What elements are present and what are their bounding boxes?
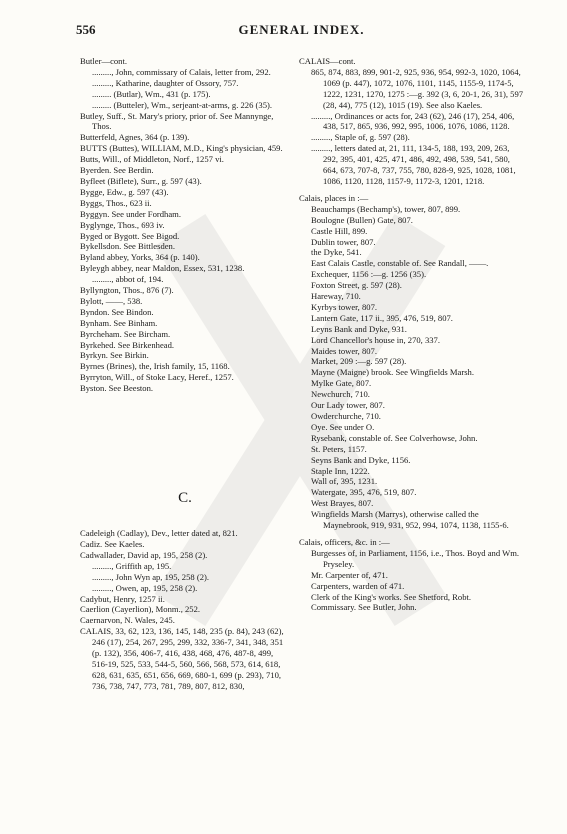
index-entry: Cadeleigh (Cadlay), Dev., letter dated at, 821.: [80, 528, 238, 539]
entries-c: [80, 528, 290, 692]
index-entry: 865, 874, 883, 899, 901-2, 925, 936, 954, 992-3, 1020, 1064, 1069 (p. 447), 1072, 1076, 1101, 1145, 1155-9, 1174-5, 1222, 1231, 1270, 1275 :—g. 392 (3, 6, 20-1, 26, 31), 597 (28, 44), 775 (12), 1015 (19). See also Kaeles.: [311, 66, 524, 110]
index-entry: Mylke Gate, 807.: [311, 378, 372, 389]
right-column: [299, 56, 525, 613]
index-entry: Beauchamps (Bechamp's), tower, 807, 899.: [311, 203, 461, 214]
index-entry: Wall of, 395, 1231.: [311, 476, 378, 487]
index-entry: Kyrbys tower, 807.: [311, 301, 378, 312]
index-entry: East Calais Castle, constable of. See Randall, ——.: [311, 258, 489, 269]
running-title: GENERAL INDEX.: [238, 22, 365, 37]
index-entry: ........., Staple of, g. 597 (28).: [311, 132, 410, 143]
page-header: [76, 22, 527, 40]
index-entry: ........., Griffith ap, 195.: [92, 560, 172, 571]
index-entry: Byrcheham. See Bircham.: [80, 328, 171, 339]
index-entry: CALAIS—cont.: [299, 56, 356, 66]
entries-b: [80, 56, 290, 394]
index-entry: Exchequer, 1156 :—g. 1256 (35).: [311, 269, 427, 280]
index-entry: Byrnes (Brines), the, Irish family, 15, 1168.: [80, 361, 230, 372]
index-entry: Byfleet (Biflete), Surr., g. 597 (43).: [80, 175, 202, 186]
index-entry: the Dyke, 541.: [311, 247, 362, 258]
index-entry: Seyns Bank and Dyke, 1156.: [311, 454, 411, 465]
index-entry: Clerk of the King's works. See Shetford, Robt.: [311, 591, 472, 602]
index-entry: Boulogne (Bullen) Gate, 807.: [311, 214, 413, 225]
index-entry: ........., John Wyn ap, 195, 258 (2).: [92, 571, 210, 582]
index-entry: West Brayes, 807.: [311, 498, 374, 509]
index-entry: CALAIS, 33, 62, 123, 136, 145, 148, 235 (p. 84), 243 (62), 246 (17), 254, 267, 295, 299, 332, 336-7, 341, 348, 351 (p. 132), 356, 406-7, 416, 438, 468, 476, 487-8, 499, 516-19, 525, 533, 544-5, 560, 566, 568, 573, 614, 618, 628, 631, 635, 651, 656, 669, 680-1, 699 (p. 293), 710, 736, 738, 747, 773, 781, 789, 807, 812, 830,: [80, 626, 284, 691]
index-entry: Butler—cont.: [80, 56, 128, 66]
index-entry: Byged or Bygott. See Bigod.: [80, 230, 180, 241]
index-entry: Butley, Suff., St. Mary's priory, prior of. See Mannynge, Thos.: [80, 110, 274, 132]
index-entry: Byston. See Beeston.: [80, 383, 154, 394]
index-entry: ........., abbot of, 194.: [92, 274, 164, 285]
left-column: [80, 56, 290, 692]
index-entry: Foxton Street, g. 597 (28).: [311, 280, 402, 291]
index-entry: Byland abbey, Yorks, 364 (p. 140).: [80, 252, 200, 263]
index-entry: Byglynge, Thos., 693 iv.: [80, 219, 165, 230]
index-entry: Lantern Gate, 117 ii., 395, 476, 519, 807.: [311, 312, 453, 323]
index-entry: Market, 209 :—g. 597 (28).: [311, 356, 407, 367]
index-entry: BUTTS (Buttes), WILLIAM, M.D., King's physician, 459.: [80, 143, 283, 154]
index-entry: Dublin tower, 807.: [311, 236, 376, 247]
index-entry: Bykellsdon. See Bittlesden.: [80, 241, 176, 252]
entries-calais: [299, 56, 525, 187]
index-entry: Caernarvon, N. Wales, 245.: [80, 615, 175, 626]
index-entry: ........., Owen, ap, 195, 258 (2).: [92, 582, 198, 593]
index-entry: Staple Inn, 1222.: [311, 465, 370, 476]
index-entry: Mayne (Maigne) brook. See Wingfields Marsh.: [311, 367, 474, 378]
index-entry: Rysebank, constable of. See Colverhowse, John.: [311, 432, 478, 443]
index-entry: Leyns Bank and Dyke, 931.: [311, 323, 407, 334]
index-entry: Caerlion (Cayerlion), Monm., 252.: [80, 604, 201, 615]
index-entry: Cadybut, Henry, 1257 ii.: [80, 593, 165, 604]
index-entry: Oye. See under O.: [311, 421, 375, 432]
index-entry: Bygge, Edw., g. 597 (43).: [80, 186, 169, 197]
index-entry: Bynham. See Binham.: [80, 317, 158, 328]
index-entry: Owderchurche, 710.: [311, 411, 381, 421]
section-letter: C.: [178, 490, 192, 507]
index-entry: Cadiz. See Kaeles.: [80, 539, 145, 549]
entries-calais-places: [299, 193, 525, 531]
index-entry: ........., letters dated at, 21, 111, 134-5, 188, 193, 209, 263, 292, 395, 401, 425, 471, 486, 492, 498, 539, 541, 580, 664, 673, 707-8, 737, 755, 780, 828-9, 925, 1028, 1081, 1086, 1120, 1128, 1157-9, 1172-3, 1201, 1218.: [311, 143, 516, 186]
index-entry: Mr. Carpenter of, 471.: [311, 569, 388, 580]
index-entry: St. Peters, 1157.: [311, 443, 367, 454]
index-entry: ........., Ordinances or acts for, 243 (62), 246 (17), 254, 406, 438, 517, 865, 936, 992, 995, 1006, 1076, 1086, 1128.: [311, 110, 515, 132]
index-entry: ........., Katharine, daughter of Ossory, 757.: [92, 77, 239, 88]
index-entry: Byleygh abbey, near Maldon, Essex, 531, 1238.: [80, 263, 245, 274]
index-entry: Our Lady tower, 807.: [311, 400, 385, 411]
index-entry: Maides tower, 807.: [311, 345, 378, 356]
index-entry: Byndon. See Bindon.: [80, 306, 154, 317]
index-entry: Wingfields Marsh (Marrys), otherwise called the Maynebrook, 919, 931, 952, 994, 1074, 1138, 1155-6.: [311, 509, 509, 531]
index-entry: Byerden. See Berdin.: [80, 165, 154, 176]
index-entry: Byggyn. See under Fordham.: [80, 208, 181, 219]
index-entry: Cadwallader, David ap, 195, 258 (2).: [80, 549, 208, 560]
index-entry: Castle Hill, 899.: [311, 225, 368, 236]
index-entry: Byrryton, Will., of Stoke Lacy, Heref., 1257.: [80, 372, 234, 383]
index-entry: Byggs, Thos., 623 ii.: [80, 197, 152, 208]
index-entry: Butts, Will., of Middleton, Norf., 1257 vi.: [80, 154, 224, 165]
index-entry: Byllyngton, Thos., 876 (7).: [80, 285, 174, 296]
index-entry: Bylott, ——, 538.: [80, 295, 143, 306]
entries-calais-officers: [299, 537, 525, 613]
index-entry: Newchurch, 710.: [311, 389, 370, 400]
index-entry: Burgesses of, in Parliament, 1156, i.e., Thos. Boyd and Wm. Pryseley.: [311, 547, 520, 569]
index-entry: Hareway, 710.: [311, 291, 361, 302]
index-entry: Commissary. See Butler, John.: [311, 602, 417, 613]
index-entry: Calais, officers, &c. in :—: [299, 536, 390, 547]
index-entry: Lord Chancellor's house in, 270, 337.: [311, 334, 441, 345]
index-entry: Byrkyn. See Birkin.: [80, 350, 149, 361]
page-number: 556: [76, 22, 96, 37]
index-entry: ......... (Butlar), Wm., 431 (p. 175).: [92, 88, 211, 99]
index-entry: Watergate, 395, 476, 519, 807.: [311, 487, 417, 498]
index-entry: Carpenters, warden of 471.: [311, 580, 405, 591]
index-entry: Byrkehed. See Birkenhead.: [80, 339, 175, 350]
index-entry: Calais, places in :—: [299, 192, 369, 203]
index-entry: ......... (Butteler), Wm., serjeant-at-arms, g. 226 (35).: [92, 99, 273, 110]
index-entry: Butterfeld, Agnes, 364 (p. 139).: [80, 132, 190, 143]
index-entry: ........., John, commissary of Calais, letter from, 292.: [92, 66, 271, 77]
